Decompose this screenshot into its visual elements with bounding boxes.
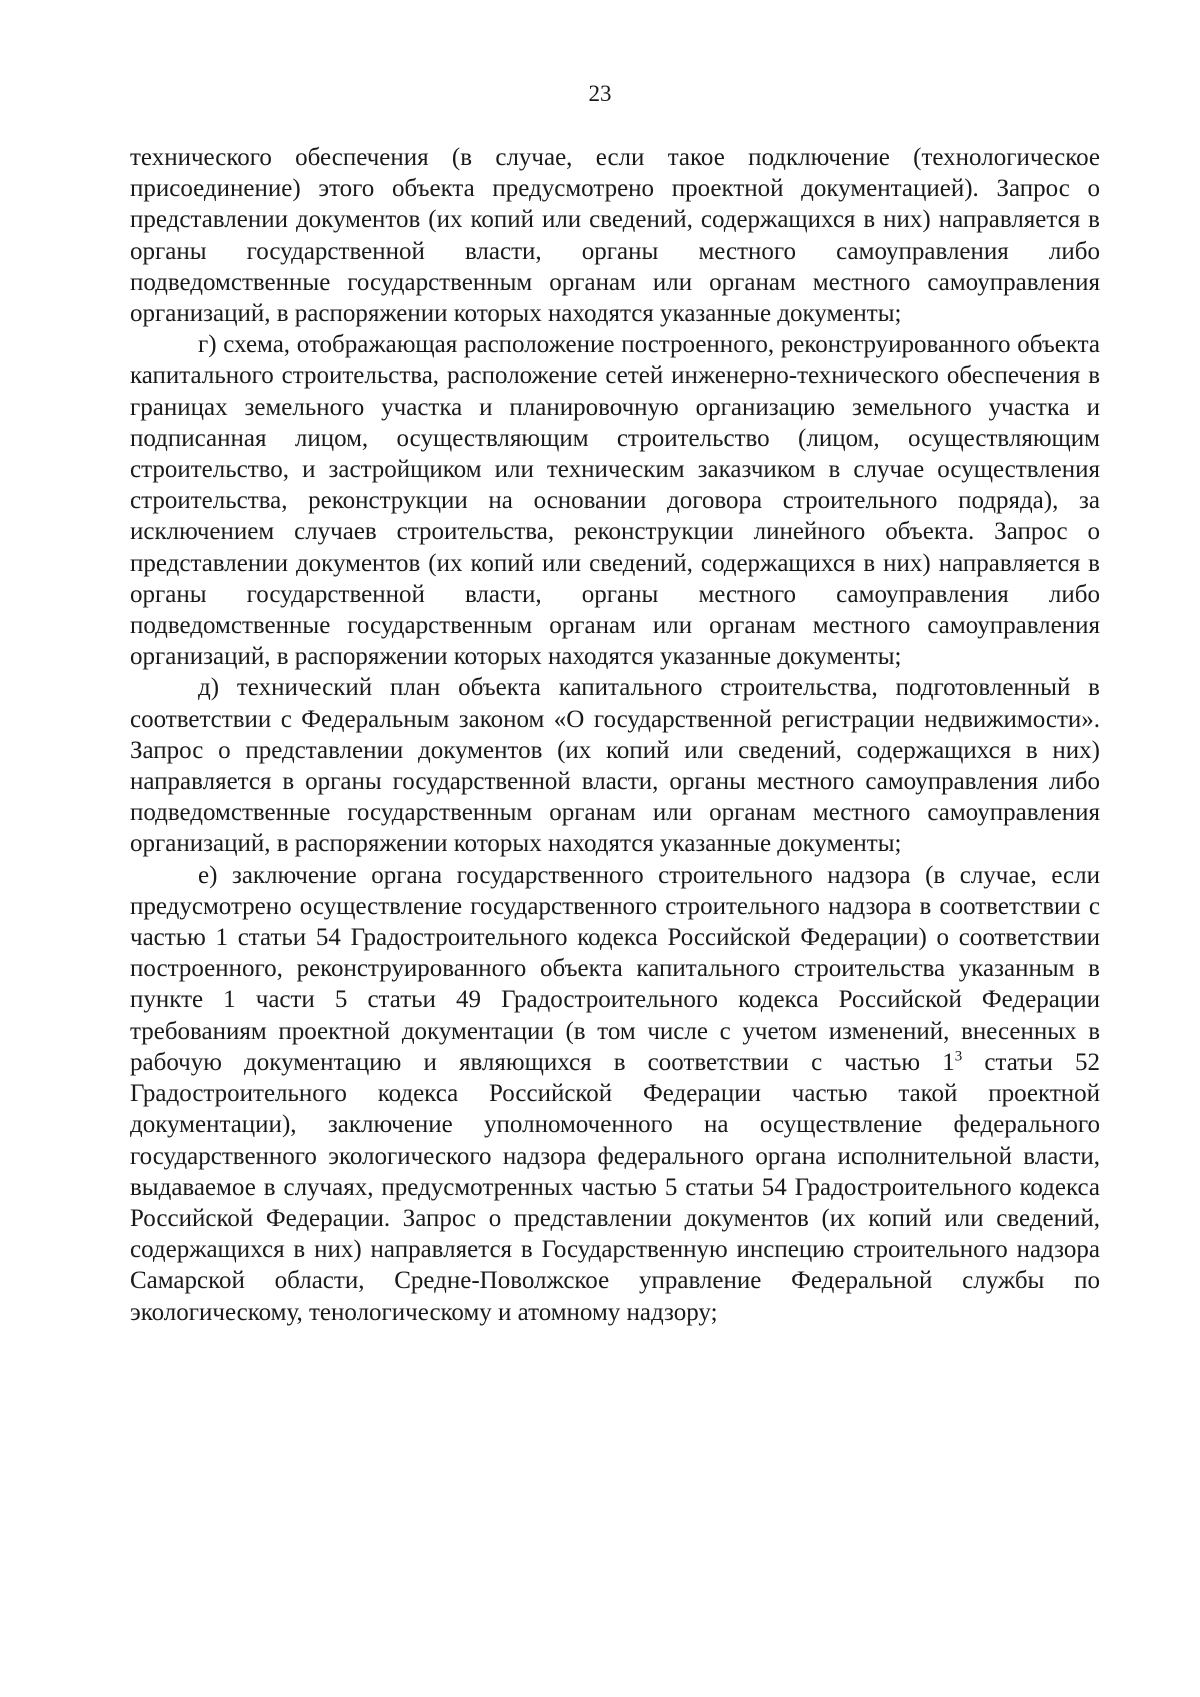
paragraph-item-e-text-end: статьи 52 Градостроительного кодекса Российской Федерации частью такой проектной документации), заключение уполномоченного на осуществление федерального государственного экологического надзора федерального органа исполнительной власти, выдаваемое в случаях, предусмотренных частью 5 статьи 54 Градостроительного кодекса Российской Федерации. Запрос о представлении документов (их копий или сведений, содержащихся в них) направляется в Государственную инспецию строительного надзора Самарской области, Средне-Поволжское управление Федеральной службы по экологическому, тенологическому и атомному надзору; bbox=[130, 1048, 1100, 1326]
document-body bbox=[130, 142, 1100, 1328]
paragraph-item-e bbox=[130, 860, 1100, 1328]
page-number: 23 bbox=[588, 81, 612, 106]
paragraph-item-d: д) технический план объекта капитального строительства, подготовленный в соответствии с Федеральным законом «О государственной регистрации недвижимости». Запрос о представлении документов (их копий или сведений, содержащихся в них) направляется в органы государственной власти, органы местного самоуправления либо подведомственные государственным органам или органам местного самоуправления организаций, в распоряжении которых находятся указанные документы; bbox=[130, 674, 1100, 858]
superscript-number: 3 bbox=[954, 1048, 963, 1065]
paragraph-item-e-text-start: е) заключение органа государственного строительного надзора (в случае, если предусмотрено осуществление государственного строительного надзора в соответствии с частью 1 статьи 54 Градостроительного кодекса Российской Федерации) о соответствии построенного, реконструированного объекта капитального строительства указанным в пункте 1 части 5 статьи 49 Градостроительного кодекса Российской Федерации требованиям проектной документации (в том числе с учетом изменений, внесенных в рабочую документацию и являющихся в соответствии с частью 1 bbox=[130, 861, 1100, 1076]
paragraph-continuation: технического обеспечения (в случае, если такое подключение (технологическое присоединение) этого объекта предусмотрено проектной документацией). Запрос о представлении документов (их копий или сведений, содержащихся в них) направляется в органы государственной власти, органы местного самоуправления либо подведомственные государственным органам или органам местного самоуправления организаций, в распоряжении которых находятся указанные документы; bbox=[130, 144, 1100, 328]
paragraph-item-g: г) схема, отображающая расположение построенного, реконструированного объекта капитального строительства, расположение сетей инженерно-технического обеспечения в границах земельного участка и планировочную организацию земельного участка и подписанная лицом, осуществляющим строительство (лицом, осуществляющим строительство, и застройщиком или техническим заказчиком в случае осуществления строительства, реконструкции на основании договора строительного подряда), за исключением случаев строительства, реконструкции линейного объекта. Запрос о представлении документов (их копий или сведений, содержащихся в них) направляется в органы государственной власти, органы местного самоуправления либо подведомственные государственным органам или органам местного самоуправления организаций, в распоряжении которых находятся указанные документы; bbox=[130, 331, 1100, 671]
